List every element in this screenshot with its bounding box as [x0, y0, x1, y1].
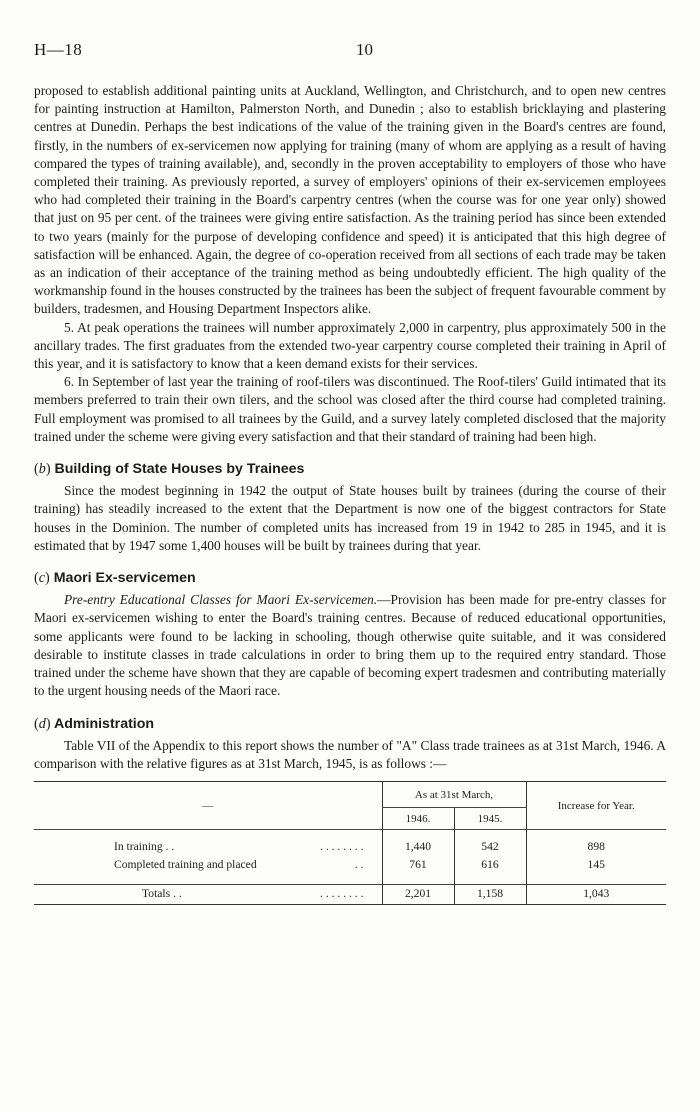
table-stub-head: — [34, 782, 382, 830]
row-label: In training . . [114, 839, 175, 853]
totals-leaders: . . . . . . . . [320, 886, 364, 900]
section-d-heading: (d) Administration [34, 715, 155, 732]
row-increase-value: 145 [526, 856, 666, 874]
section-b-heading: (b) Building of State Houses by Trainees [34, 461, 305, 478]
intro-paragraph: proposed to establish additional painting units at Auckland, Wellington, and Christchurch, and to open new centres for painting instruction at Hamilton, Palmerston North, and Dunedin ; also to establish bricklaying and plastering centres at Dunedin. Perhaps the best indications of the value of the training given in the Board's centres are found, firstly, in the numbers of ex-servicemen now applying for training (many of whom are applying as a result of having compared the types of training available), and, secondly in the proven acceptability to employers of those who have completed their training. As previously reported, a survey of employers' opinions of their ex-servicemen employees who had completed their training in the Board's carpentry centres (when the course was for one year only) showed that just on 95 per cent. of the trainees were giving entire satisfaction. As the training period has since been extended to two years (mainly for the purpose of developing confidence and speed) it is anticipated that this high degree of satisfaction will be enhanced. Again, the degree of co-operation received from all sections of each trade may be taken as an indication of their acceptance of the training method as being undoubtedly efficient. The high quality of the workmanship found in the houses constructed by the trainees has been the subject of frequent favourable comment by builders, tradesmen, and Housing Department Inspectors alike. [34, 83, 666, 317]
document-reference: H—18 [34, 40, 83, 59]
row-1945-value: 616 [454, 856, 526, 874]
table-increase-head: Increase for Year. [526, 782, 666, 830]
trainees-comparison-table [34, 781, 666, 904]
table-totals-row [34, 884, 666, 904]
row-1946-value: 1,440 [382, 838, 454, 856]
section-c-letter: c [38, 570, 46, 587]
row-increase-value: 898 [526, 838, 666, 856]
table-row [34, 838, 666, 856]
row-leaders: . . [354, 857, 364, 871]
table-1946-head: 1946. [382, 808, 454, 830]
totals-1946-value: 2,201 [382, 884, 454, 904]
section-c-italic-lead: Pre-entry Educational Classes for Maori Ex-servicemen. [64, 592, 378, 608]
page-number: 10 [356, 40, 373, 59]
row-label: Completed training and placed [114, 857, 257, 871]
section-d-text: Table VII of the Appendix to this report shows the number of "A" Class trade trainees as at 31st March, 1946. A comparison with the relative figures as at 31st March, 1945, is as follows :— [34, 737, 666, 771]
row-1946-value: 761 [382, 856, 454, 874]
table-1945-head: 1945. [454, 808, 526, 830]
section-d-title: Administration [53, 715, 155, 732]
section-b-text: Since the modest beginning in 1942 the output of State houses built by trainees (during the course of their training) has steadily increased to the extent that the Department is now one of the biggest contractors for State houses in the Dominion. The number of completed units has increased from 19 in 1942 to 285 in 1945, and it is estimated that by 1947 some 1,400 houses will be built by trainees during that year. [34, 483, 666, 553]
section-d-letter: d [38, 715, 46, 732]
paragraph-5: 5. At peak operations the trainees will number approximately 2,000 in carpentry, plus approximately 500 in the ancillary trades. The first graduates from the extended two-year carpentry course completed their training in April of this year, and it is satisfactory to know that a keen demand exists for their services. [34, 319, 666, 372]
row-leaders: . . . . . . . . [320, 839, 364, 853]
table-row [34, 856, 666, 874]
page-header [34, 40, 666, 64]
table-group-head: As at 31st March, [382, 782, 526, 808]
totals-1945-value: 1,158 [454, 884, 526, 904]
section-b-letter: b [38, 461, 46, 478]
totals-label: Totals . . [142, 886, 182, 900]
page-body [34, 82, 666, 905]
row-1945-value: 542 [454, 838, 526, 856]
section-c-title: Maori Ex-servicemen [53, 570, 196, 587]
section-c-text: —Provision has been made for pre-entry classes for Maori ex-servicemen wishing to enter the Board's training centres. Because of reduced educational opportunities, some applicants were found to be lacking in schooling, though otherwise quite suitable, and it was considered desirable to institute classes in trade calculations in order to bring them up to the required entry standard. Those trained under the scheme have shown that they are capable of becoming expert tradesmen and contributing materially to the urgent housing needs of the Maori race. [34, 592, 666, 699]
paragraph-6: 6. In September of last year the training of roof-tilers was discontinued. The Roof-tilers' Guild intimated that its members preferred to train their own tilers, and the school was closed after the third course had completed training. Full employment was promised to all trainees by the Guild, and a survey lately completed disclosed that the majority trained under the scheme were giving every satisfaction and that their standard of training had been high. [34, 374, 666, 444]
section-c-paragraph [34, 591, 666, 700]
section-b-title: Building of State Houses by Trainees [54, 461, 305, 478]
section-c-heading: (c) Maori Ex-servicemen [34, 570, 196, 587]
totals-increase-value: 1,043 [526, 884, 666, 904]
